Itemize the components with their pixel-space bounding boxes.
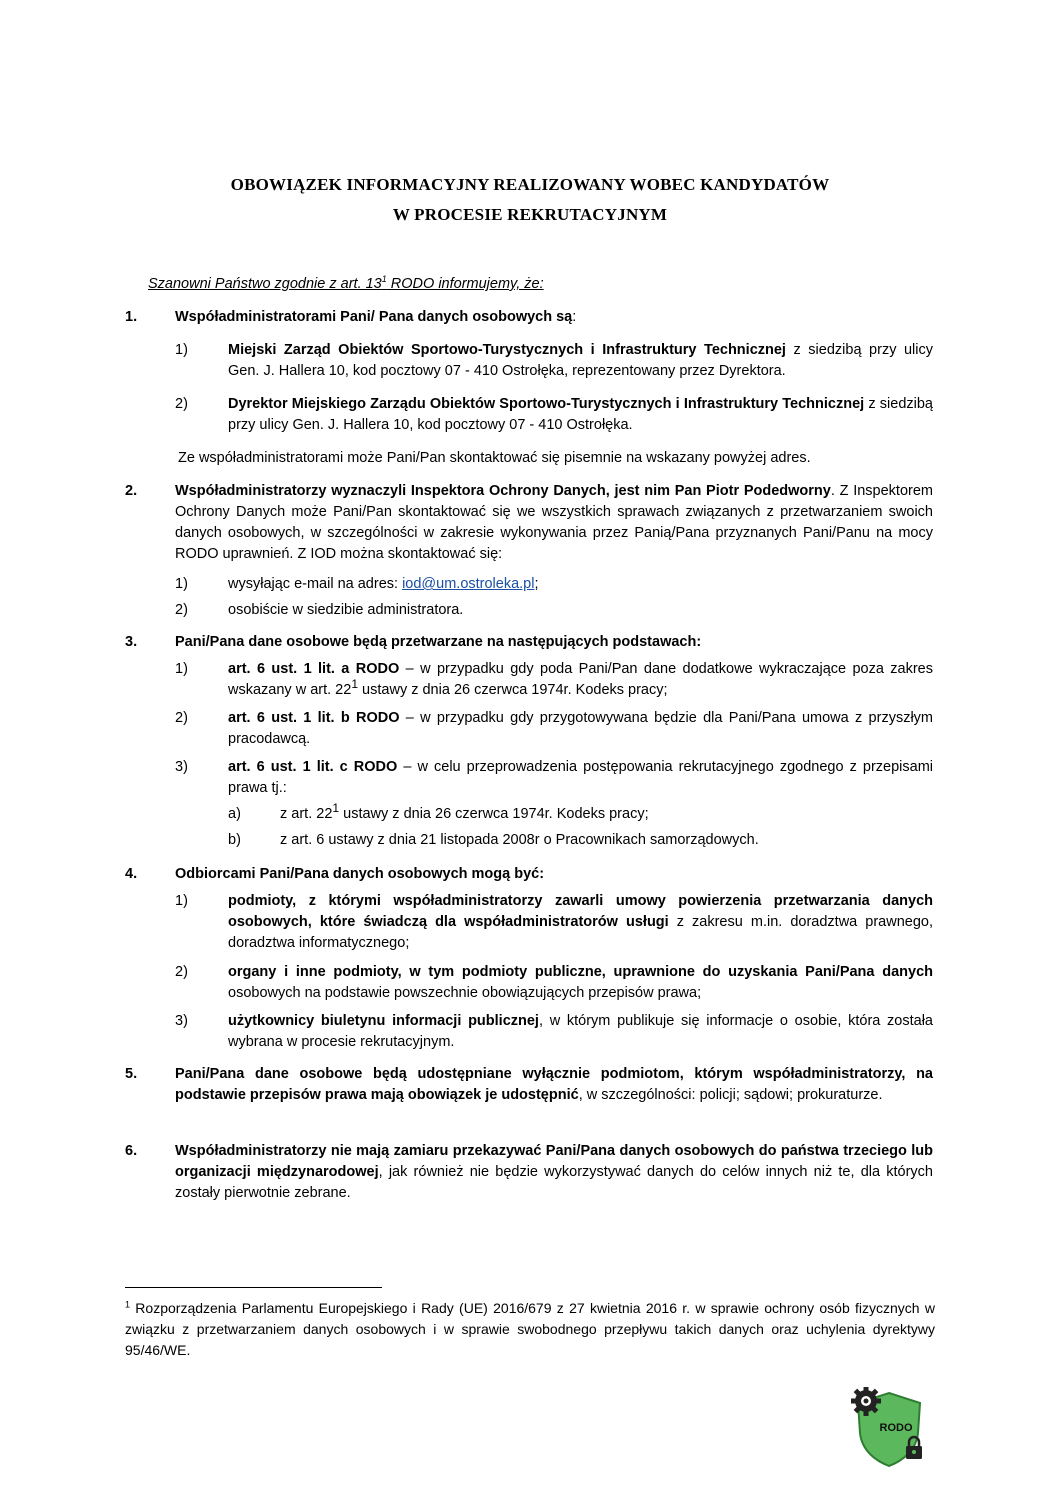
- section-3-item-2: 2) art. 6 ust. 1 lit. b RODO – w przypadku gdy przygotowywana będzie dla Pani/Pana umowa z przyszłym pracodawcą.: [175, 710, 933, 747]
- section-4-item-3: 3) użytkownicy biuletynu informacji publicznej, w którym publikuje się informacje o osobie, która została wybrana w procesie rekrutacyjnym.: [175, 1013, 933, 1050]
- section-heading: Współadministratorami Pani/ Pana danych osobowych są: [175, 309, 573, 325]
- logo-text: RODO: [879, 1422, 913, 1434]
- section-3-item-3: 3) art. 6 ust. 1 lit. c RODO – w celu przeprowadzenia postępowania rekrutacyjnego zgodnego z przepisami prawa tj.:: [175, 759, 934, 796]
- footnote-divider: [125, 1287, 382, 1288]
- section-4-item-2: 2) organy i inne podmioty, w tym podmioty publiczne, uprawnione do uzyskania Pani/Pana danych osobowych na podstawie powszechnie obowiązujących przepisów prawa;: [175, 964, 933, 1001]
- section-2-item-1: 1) wysyłając e-mail na adres: iod@um.ostroleka.pl;: [175, 576, 539, 592]
- title-line-1: OBOWIĄZEK INFORMACYJNY REALIZOWANY WOBEC KANDYDATÓW: [230, 175, 830, 194]
- section-1-item-2: 2) Dyrektor Miejskiego Zarządu Obiektów Sportowo-Turystycznych i Infrastruktury Technicznej z siedzibą przy ulicy Gen. J. Hallera 10, kod pocztowy 07 - 410 Ostrołęka.: [175, 396, 933, 433]
- section-1-note: Ze współadministratorami może Pani/Pan skontaktować się pisemnie na wskazany powyżej adres.: [178, 450, 811, 466]
- section-6: 6. Współadministratorzy nie mają zamiaru przekazywać Pani/Pana danych osobowych do państwa trzeciego lub organizacji międzynarodowej, jak również nie będzie wykorzystywać danych do celów innych niż te, dla których zostały pierwotnie zebrane.: [125, 1143, 933, 1201]
- section-2-item-2: 2) osobiście w siedzibie administratora.: [175, 602, 464, 618]
- section-number: 1.: [125, 309, 138, 325]
- section-4: 4. Odbiorcami Pani/Pana danych osobowych mogą być:: [125, 866, 545, 882]
- section-3: 3. Pani/Pana dane osobowe będą przetwarzane na następujących podstawach:: [125, 634, 702, 650]
- title-line-2: W PROCESIE REKRUTACYJNYM: [392, 205, 668, 224]
- section-4-item-1: 1) podmioty, z którymi współadministratorzy zawarli umowy powierzenia przetwarzania danych osobowych, które świadczą dla współadministratorów usługi z zakresu m.in. doradztwa prawnego, doradztwa informatycznego;: [175, 893, 933, 951]
- section-3-item-b: b) z art. 6 ustawy z dnia 21 listopada 2008r o Pracownikach samorządowych.: [228, 832, 759, 848]
- section-1: 1. Współadministratorami Pani/ Pana danych osobowych są:: [125, 307, 933, 328]
- intro-line: Szanowni Państwo zgodnie z art. $13^1$ RODO informujemy, że:: [148, 274, 544, 292]
- section-2: 2. Współadministratorzy wyznaczyli Inspektora Ochrony Danych, jest nim Pan Piotr Podedworny. Z Inspektorem Ochrony Danych może Pani/Pan skontaktować się we wszystkich sprawach związanych z przetwarzaniem swoich danych osobowych, w szczególności w zakresie wykonywania przez Panią/Pana przyznanych Pani/Panu na mocy RODO uprawnień. Z IOD można skontaktować się:: [125, 483, 933, 562]
- section-1-item-1: 1) Miejski Zarząd Obiektów Sportowo-Turystycznych i Infrastruktury Technicznej z siedzibą przy ulicy Gen. J. Hallera 10, kod pocztowy 07 - 410 Ostrołęka, reprezentowany przez Dyrektora.: [175, 342, 933, 379]
- section-3-item-1: 1) art. 6 ust. 1 lit. a RODO – w przypadku gdy poda Pani/Pan dane dodatkowe wykraczające poza zakres wskazany w art. $22^1$ ustawy z dnia 26 czerwca 1974r. Kodeks pracy;: [175, 661, 933, 698]
- section-5: 5. Pani/Pana dane osobowe będą udostępniane wyłącznie podmiotom, którym współadministratorzy, na podstawie przepisów prawa mają obowiązek je udostępnić, w szczególności: policji; sądowi; prokuraturze.: [125, 1066, 933, 1103]
- shield-gear-lock-icon: [848, 1387, 930, 1469]
- footnote: $^1$ Rozporządzenia Parlamentu Europejskiego i Rady (UE) 2016/679 z 27 kwietnia 2016 r. w sprawie ochrony osób fizycznych w związku z przetwarzaniem danych osobowych i w sprawie swobodnego przepływu takich danych oraz uchylenia dyrektywy 95/46/WE.: [125, 1299, 935, 1358]
- section-3-item-a: a) z art. $22^1$ ustawy z dnia 26 czerwca 1974r. Kodeks pracy;: [228, 801, 649, 822]
- iod-email-link[interactable]: iod@um.ostroleka.pl: [402, 576, 535, 592]
